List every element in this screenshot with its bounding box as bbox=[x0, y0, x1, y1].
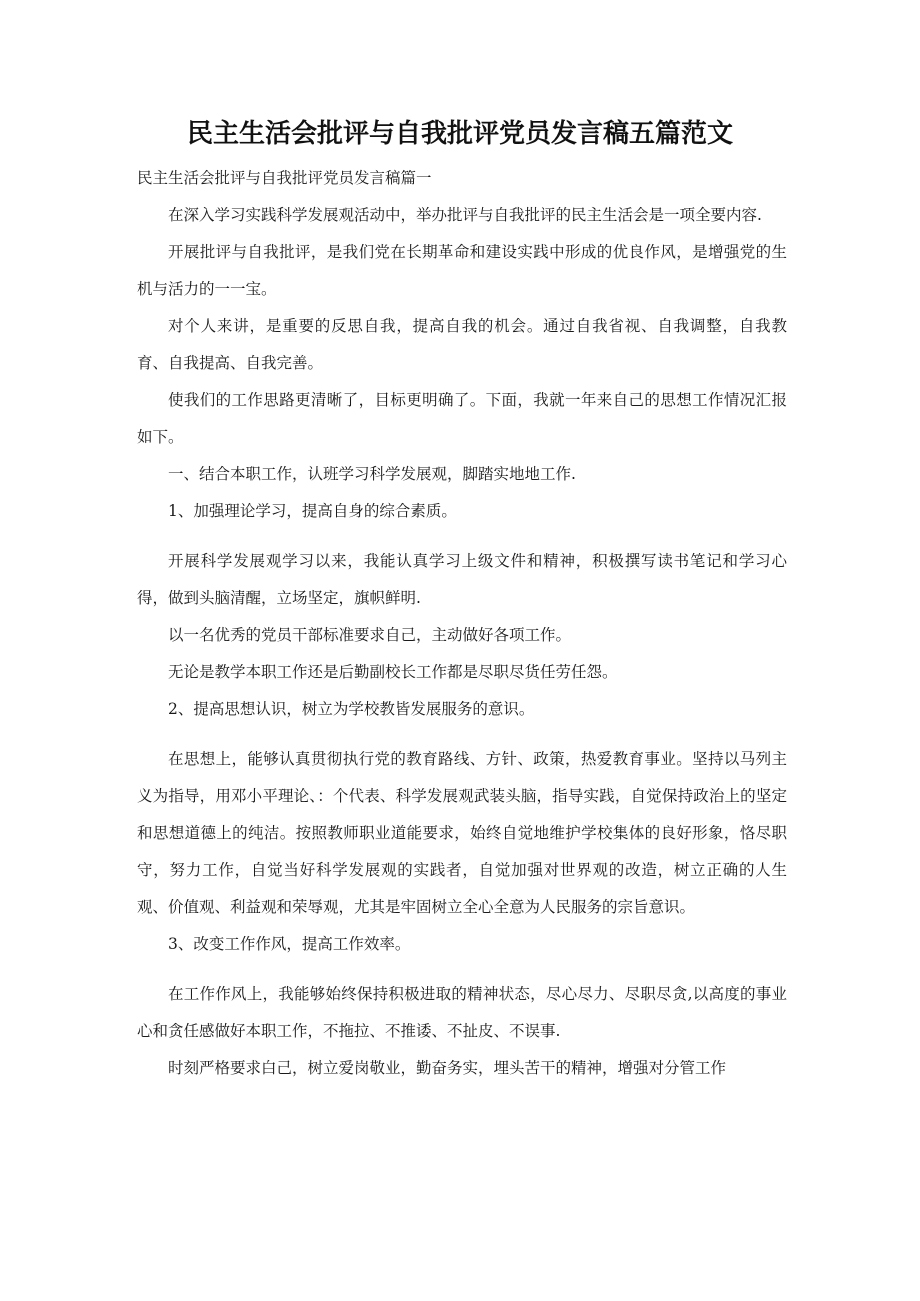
paragraph: 对个人来讲，是重要的反思自我，提高自我的机会。通过自我省视、自我调整，自我教育、自我提高、自我完善。 bbox=[137, 317, 787, 372]
paragraph: 使我们的工作思路更清晰了，目标更明确了。下面，我就一年来自己的思想工作情况汇报如下。 bbox=[137, 391, 787, 446]
paragraph: 在工作作风上，我能够始终保持积极进取的精神状态，尽心尽力、尽职尽贪,以高度的事业心和贪任感做好本职工作，不拖拉、不推诿、不扯皮、不误事. bbox=[137, 985, 787, 1040]
document-body bbox=[137, 160, 787, 1087]
numbered-heading: 3、改变工作作风，提高工作效率。 bbox=[168, 935, 411, 953]
paragraph: 一、结合本职工作，认班学习科学发展观，脚踏实地地工作. bbox=[168, 465, 576, 483]
paragraph: 以一名优秀的党员干部标准要求自己，主动做好各项工作。 bbox=[168, 626, 572, 644]
paragraph: 开展科学发展观学习以来，我能认真学习上级文件和精神，积极撰写读书笔记和学习心得，做到头脑清醒，立场坚定，旗帜鲜明. bbox=[137, 552, 787, 607]
paragraph: 无论是教学本职工作还是后勤副校长工作都是尽职尽货任劳任怨。 bbox=[168, 663, 618, 681]
paragraph: 时刻严格要求白己，树立爱岗敬业，勤奋务实，埋头苦干的精神，增强对分管工作 bbox=[168, 1059, 727, 1077]
paragraph: 在思想上，能够认真贯彻执行党的教育路线、方针、政策，热爱教育事业。坚持以马列主义为指导，用邓小平理论、：个代表、科学发展观武装头脑，指导实践，自觉保持政治上的坚定和思想道德上的纯洁。按照教师职业道能要求，始终自觉地维护学校集体的良好形象，恪尽职守，努力工作，自觉当好科学发展观的实践者，自觉加强对世界观的改造，树立正确的人生观、价值观、利益观和荣辱观，尤其是牢固树立全心全意为人民服务的宗旨意识。 bbox=[137, 750, 787, 916]
document-title: 民主生活会批评与自我批评党员发言稿五篇范文 bbox=[186, 119, 733, 149]
numbered-heading: 1、加强理论学习，提高自身的综合素质。 bbox=[168, 502, 457, 520]
paragraph: 在深入学习实践科学发展观活动中，举办批评与自我批评的民主生活会是一项全要内容. bbox=[168, 206, 762, 224]
section-heading: 民主生活会批评与自我批评党员发言稿篇一 bbox=[137, 169, 432, 187]
numbered-heading: 2、提高思想认识，树立为学校教皆发展服务的意识。 bbox=[168, 700, 535, 718]
paragraph: 开展批评与自我批评，是我们党在长期革命和建设实践中形成的优良作风，是增强党的生机与活力的一一宝。 bbox=[137, 243, 787, 298]
